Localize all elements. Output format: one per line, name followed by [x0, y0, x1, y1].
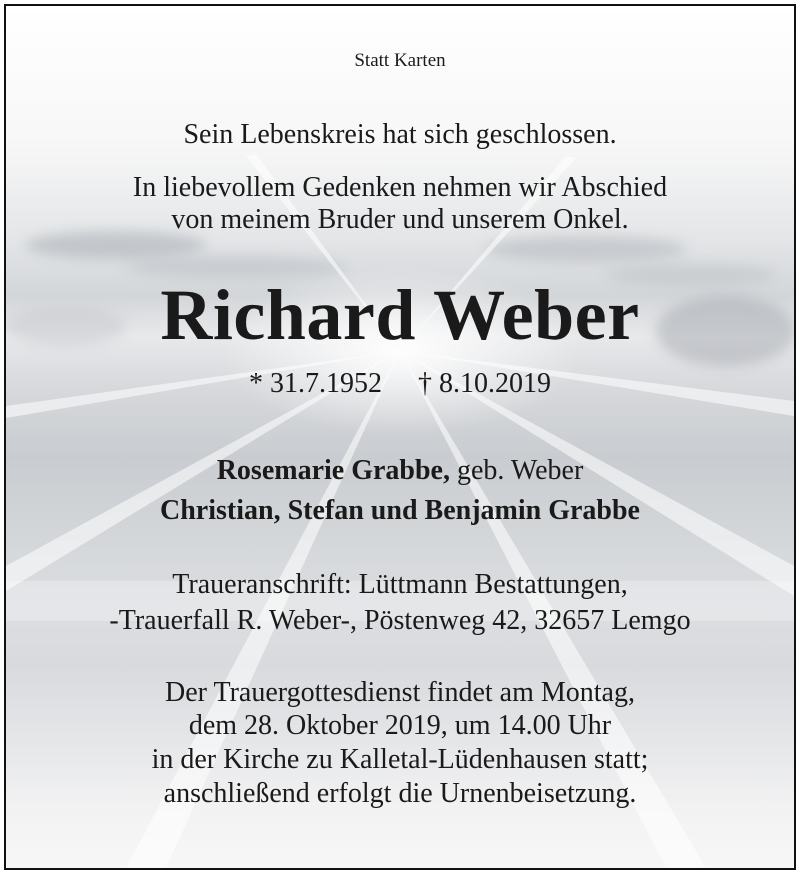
birth-date: 31.7.1952: [270, 368, 382, 399]
service-line-4: anschließend erfolgt die Urnenbeisetzung.: [163, 778, 637, 809]
service-line-3: in der Kirche zu Kalletal-Lüdenhausen statt;: [151, 744, 649, 775]
intro-line-2: In liebevollem Gedenken nehmen wir Abschied: [132, 172, 668, 203]
mourner-line-2: Christian, Stefan und Benjamin Grabbe: [160, 495, 640, 526]
cross-symbol: †: [418, 368, 432, 399]
address-line-2: -Trauerfall R. Weber-, Pöstenweg 42, 32657 Lemgo: [109, 605, 691, 636]
mourner-line-1: [6, 454, 794, 488]
mourner-birth-name: geb. Weber: [457, 455, 584, 486]
address-line-1: Traueranschrift: Lüttmann Bestattungen,: [172, 569, 628, 600]
life-dates: [6, 368, 794, 400]
header-text: Statt Karten: [354, 50, 446, 71]
death-date: 8.10.2019: [439, 368, 551, 399]
service-line-1: Der Trauergottesdienst findet am Montag,: [165, 677, 635, 708]
service-line-2: dem 28. Oktober 2019, um 14.00 Uhr: [188, 710, 612, 741]
intro-line-3: von meinem Bruder und unserem Onkel.: [171, 204, 629, 235]
mourner-name: Rosemarie Grabbe,: [216, 455, 450, 486]
birth-symbol: *: [249, 368, 263, 399]
intro-line-1: Sein Lebenskreis hat sich geschlossen.: [183, 119, 617, 150]
obituary-notice: [4, 4, 796, 870]
deceased-name: Richard Weber: [160, 275, 640, 355]
